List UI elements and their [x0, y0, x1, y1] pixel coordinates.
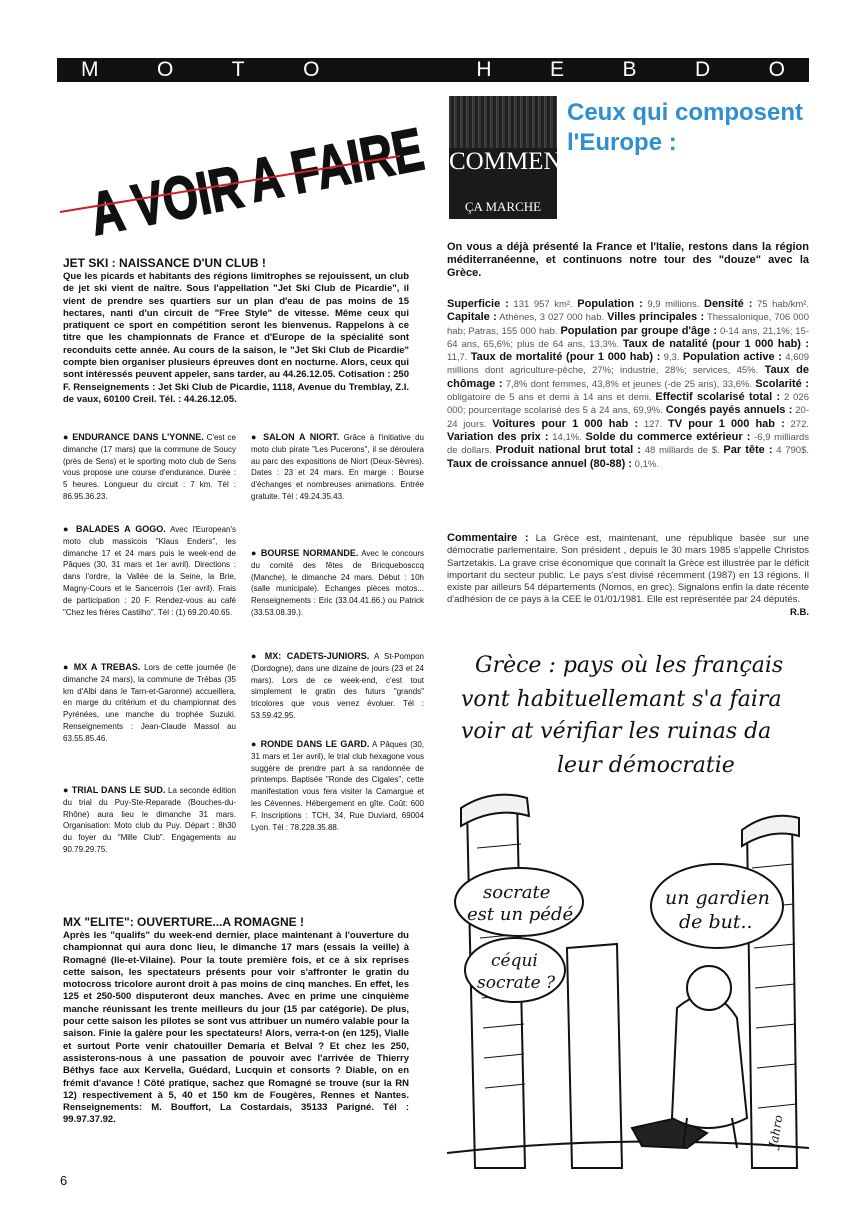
- item-cadets-juniors: [251, 651, 424, 722]
- item-salon-niort: [251, 432, 424, 503]
- stat-label: Taux de natalité (pour 1 000 hab) :: [622, 337, 809, 350]
- cartoon-illustration: [447, 648, 809, 1168]
- cartoon-caption: [461, 653, 783, 778]
- stat-value: 127.: [643, 418, 663, 430]
- stat-label: Population :: [577, 298, 643, 310]
- jet-ski-body: Que les picards et habitants des régions limitrophes se rejouissent, un club de jet ski vient de naître. Sous l'appellation "Jet Ski Club de Picardie", il vient de prendre ses quartiers sur un plan d'eau de pas moins de 15 hectares, nanti d'un circuit de "Free Style" de vitesse. Même ceux qui pratiquent ce sport en compétition seront les bienvenus. Rappelons à ce titre que les championnats de France et d'Europe de la spécialité sont reconduits cette année. Au cours de la saison, le "Jet Ski Club de Picardie" compte bien organiser plusieurs épreuves dont en nocturne. Alors, ceux qui sont intéressés peuvent appeler, sans tarder, au 44.26.12.05. Cotisation : 250 F. Renseignements : Jet Ski Club de Picardie, 1118, Avenue du Tremblay, Z.I. de vaux, 60100 Creil. Tél. : 44.26.12.05.: [63, 271, 409, 405]
- jet-ski-title: JET SKI : NAISSANCE D'UN CLUB !: [63, 256, 266, 270]
- stat-value: Thessalonique, 706 000 hab; Patras, 155 000 hab.: [447, 312, 809, 337]
- stat-label: Variation des prix :: [447, 430, 549, 443]
- stat-value: 14,1%.: [552, 431, 582, 443]
- ground: [447, 1142, 809, 1153]
- character-body: [672, 995, 747, 1128]
- masthead-letter: E: [550, 58, 565, 81]
- item-text: Avec l'European's moto club massicois "Klaus Enders", les dimanche 17 et 24 mars puis le week-end de Pâques (30, 31 mars et 1er avril). Directions : dans l'ordre, la Vallée de la Seine, la Brie, Magny-Cours et le Sancerrois (1er avril). Frais de participation : 20 F. Rendez-vous au café "Chez les frères Castilho". Tél : (1) 69.20.40.65.: [63, 525, 237, 617]
- logo-ca-marche-text: ÇA MARCHE: [464, 199, 542, 214]
- stat-label: Scolarité :: [755, 377, 810, 390]
- stat-value: 272.: [790, 418, 810, 430]
- stat-value: 4,609 millions dont agriculture-pêche, 27%; industrie, 28%; services, 45%.: [447, 352, 810, 377]
- greece-intro: On vous a déjà présenté la France et l'Italie, restons dans la région méditerranéenne, et continuons notre tour des "douze" avec la Grèce.: [447, 241, 809, 279]
- masthead-bar: [57, 58, 809, 82]
- item-text: La seconde édition du trial du Puy-Ste-Reparade (Bouches-du-Rhône) aura lieu le dimanche 31 mars. Organisation: Moto club du Puy. Départ : 8h30 du foyer du "Mille Club". Engagements au 90.79.29.75.: [63, 786, 236, 854]
- item-title: ● RONDE DANS LE GARD.: [251, 739, 370, 749]
- item-text: Grâce à l'initiative du moto club pirate "Les Pucerons", il se déroulera au parc des expositions de Niort (Deux-Sèvres). Dates : 23 et 24 mars. En marge : Bourse d'échanges et nombreuses animations. Entrée gratuite. Tél : 49.24.35.43.: [251, 433, 424, 501]
- comment-ca-marche-logo: [449, 96, 577, 219]
- stat-label: Produit national brut total :: [495, 444, 641, 457]
- item-title: ● BALADES A GOGO.: [63, 524, 166, 534]
- stat-label: Solde du commerce extérieur :: [585, 430, 751, 443]
- column-right-capital: [742, 816, 799, 846]
- bubble2-line2: socrate ?: [477, 973, 556, 993]
- greece-comment: [447, 532, 809, 619]
- item-text: Avec le concours du comité des fêtes de Bricquebosccq (Manche), le dimanche 24 mars. Début : 10h (salle municipale). Echanges pièces motos... Renseignements : Eric (33.04.41.66.) ou Patrick (33.53.08.39.).: [251, 549, 424, 617]
- a-faire-text: A FAIRE: [243, 116, 429, 216]
- masthead-letter: O: [768, 58, 785, 81]
- masthead-letter: O: [303, 58, 320, 81]
- item-title: ● TRIAL DANS LE SUD.: [63, 785, 166, 795]
- stat-label: Taux de chômage :: [447, 364, 810, 390]
- bubble2-line1: céqui: [491, 951, 538, 971]
- stat-value: 7,8% dont femmes, 43,8% et jeunes (-de 25 ans), 33,6%.: [505, 378, 753, 390]
- item-text: A Pâques (30, 31 mars et 1er avril), le trial club hexagone vous suggère de prendre part à sa randonnée de printemps. Baptisée "Ronde des Cigales", cette manifestation vous fera visiter la Camargue et les Cévennes. Hébergement en gîte. Coût: 600 F. Inscriptions : TCH, 34, Rue Duviard, 69004 Lyon. Tél : 78.228.35.88.: [251, 740, 424, 832]
- bubble3-line2: de but..: [679, 911, 753, 933]
- mx-elite-body: Après les "qualifs" du week-end dernier, place maintenant à l'ouverture du championnat qui aura donc lieu, le dimanche 17 mars (essais la veille) à Romagné (Ile-et-Vilaine). Pour la toute première fois, et ce à six reprises cette saison, les spectateurs présents pour voir s'affronter le gratin du motocross tricolore auront droit à pas moins de cinq manches. En effet, les 125 et 250-500 disputeront deux manches. Avec en prime une cinquième manche réunissant les trente meilleurs du jour (15 par catégorie). De plus, pour cette saison les pilotes se sont vus attribuer un numéro valable pour la saison. Finie la galère pour les spectateurs! Alors, verra-t-on (en 125), Vialle et surtout Porte venir chatouiller Demaria et Belval ? Et chez les 250, assisterons-nous à une passation de pouvoir avec l'arrivée de Thierry Béthys face aux Kervella, Guédard, Lucquin et consorts ? Diable, on en frémit d'avance ! Côté pratique, sachez que Romagné se trouve (sur la RN 12) respectivement à 5, 40 et 150 km de Fougères, Rennes et Nantes. Renseignements: M. Bouffort, La Costardais, 35133 Parigné. Tél : 99.97.37.92.: [63, 930, 409, 1126]
- stat-value: 0-14 ans, 21,1%; 15-64 ans, 65,6%; plus de 64 ans, 13,3%.: [447, 325, 810, 350]
- caption-line1: Grèce : pays où les français: [475, 653, 784, 678]
- stat-value: 131 957 km².: [513, 299, 573, 310]
- caption-line2: vont habituellemant s'a faira: [461, 687, 782, 712]
- mx-elite-title: MX "ELITE": OUVERTURE...A ROMAGNE !: [63, 915, 304, 929]
- comment-label: Commentaire :: [447, 532, 529, 544]
- bubble1-line1: socrate: [483, 882, 551, 903]
- item-trial-sud: [63, 785, 236, 856]
- stat-label: Par tête :: [723, 444, 773, 457]
- page-number: 6: [60, 1173, 68, 1188]
- character-head: [687, 966, 731, 1010]
- stat-value: Athènes, 3 027 000 hab.: [499, 312, 605, 324]
- europe-section-title: [567, 98, 807, 158]
- stat-value: 9,9 millions.: [647, 299, 700, 310]
- stat-label: Villes principales :: [607, 311, 705, 324]
- stat-value: 2 026 000; pourcentage scolarisé des 5 à 24 ans, 69,9%.: [447, 392, 810, 417]
- stat-value: 75 hab/km².: [756, 299, 810, 310]
- masthead-letter: B: [622, 58, 637, 81]
- item-title: ● MX: CADETS-JUNIORS.: [251, 651, 370, 661]
- stat-label: Densité :: [704, 298, 753, 310]
- item-ronde-gard: [251, 739, 424, 833]
- stat-label: TV pour 1 000 hab :: [668, 417, 785, 430]
- caption-line4: leur démocratie: [557, 753, 735, 778]
- stat-value: 4 790$.: [776, 445, 810, 457]
- stat-value: 48 milliards de $.: [644, 445, 720, 457]
- item-text: Lors de cette journée (le dimanche 24 mars), la commune de Trébas (35 km d'Albi dans le Tarn-et-Garonne) accueillera, en marge du critérium et du championnat des Pyrénées, une manche du trophée Suzuki. Renseignements : Jean-Claude Massol au 63.55.85.46.: [63, 663, 236, 743]
- masthead-letter: T: [231, 58, 245, 81]
- stat-label: Population par groupe d'âge :: [560, 324, 717, 337]
- item-endurance: [63, 432, 236, 503]
- stat-label: Capitale :: [447, 311, 497, 324]
- speech-bubbles: [455, 864, 783, 1002]
- item-text: A St-Pompon (Dordogne), dans une dizaine de jours (23 et 24 mars). Lors de ce week-end, c'est tout simplement le gratin des futurs "grands" tricolores que vous verrez évoluer. Tél : 53.59.42.95.: [251, 652, 424, 720]
- stat-label: Voitures pour 1 000 hab :: [492, 417, 639, 430]
- stat-value: -6,9 milliards de dollars.: [447, 431, 810, 457]
- a-voir-text: A VOIR: [84, 153, 249, 249]
- caption-line3: voir at vérifiar les ruinas da: [461, 719, 772, 744]
- stat-label: Congés payés annuels :: [665, 404, 793, 417]
- item-balades: [63, 524, 236, 618]
- greece-stats: [447, 298, 809, 471]
- author-signature: R.B.: [790, 606, 809, 618]
- masthead-letter: O: [156, 58, 174, 81]
- comment-text: La Grèce est, maintenant, une république basée sur une démocratie parlementaire. Son président , depuis le 30 mars 1985 s'appelle Christos Sartzetakis. La grave crise économique que connaît la Grèce est illustrée par le déficit important du secteur public. Le pays s'est divisé récemment (1987) en 13 régions. Il existe par ailleurs 54 départements (Nomos, en grec). Signalons enfin la date récente d'adhésion de ce pays à la CEE le 01/01/1981. Elle est représentée par 24 députés.: [447, 533, 809, 606]
- stat-label: Taux de croissance annuel (80-88) :: [447, 457, 633, 470]
- item-mx-trebas: [63, 662, 236, 745]
- item-title: ● ENDURANCE DANS L'YONNE.: [63, 432, 204, 442]
- stat-value: 11,7.: [447, 352, 468, 364]
- masthead-letter: M: [81, 58, 99, 81]
- masthead-letter: H: [476, 58, 492, 81]
- stat-value: 0,1%.: [634, 458, 659, 470]
- artist-signature: Jahro: [766, 1113, 786, 1149]
- stat-value: 9,3.: [663, 352, 680, 364]
- column-left-capital: [461, 795, 529, 826]
- europe-title-line1: Ceux qui composent: [567, 99, 804, 126]
- item-text: C'est ce dimanche (17 mars) que la commune de Soucy (près de Sens) et le sporting moto club de Sens vous propose une course d'endurance. Durée : 5 heures. Longueur du circuit : 7 km. Tél : 86.95.36.23.: [63, 433, 236, 501]
- europe-title-line2: l'Europe :: [567, 129, 677, 156]
- item-title: ● MX A TREBAS.: [63, 662, 141, 672]
- stat-label: Population active :: [682, 351, 782, 364]
- column-center: [567, 944, 622, 1168]
- logo-comment-text: COMMENT: [449, 148, 577, 175]
- bubble1-line2: est un pédé: [467, 904, 574, 925]
- bubble3-line1: un gardien: [665, 887, 770, 909]
- a-voir-a-faire-headline: [60, 110, 429, 249]
- item-title: ● SALON A NIORT.: [251, 432, 340, 442]
- stat-value: 20-24 jours.: [447, 405, 809, 430]
- item-bourse-normande: [251, 548, 424, 619]
- logo-texture: [449, 96, 557, 148]
- masthead-letter: D: [694, 58, 711, 81]
- stat-value: obligatoire de 5 ans et demi à 14 ans et demi.: [447, 392, 652, 404]
- stat-label: Effectif scolarisé total :: [655, 391, 781, 404]
- item-title: ● BOURSE NORMANDE.: [251, 548, 359, 558]
- stat-label: Taux de mortalité (pour 1 000 hab) :: [470, 351, 661, 364]
- stat-label: Superficie :: [447, 298, 509, 310]
